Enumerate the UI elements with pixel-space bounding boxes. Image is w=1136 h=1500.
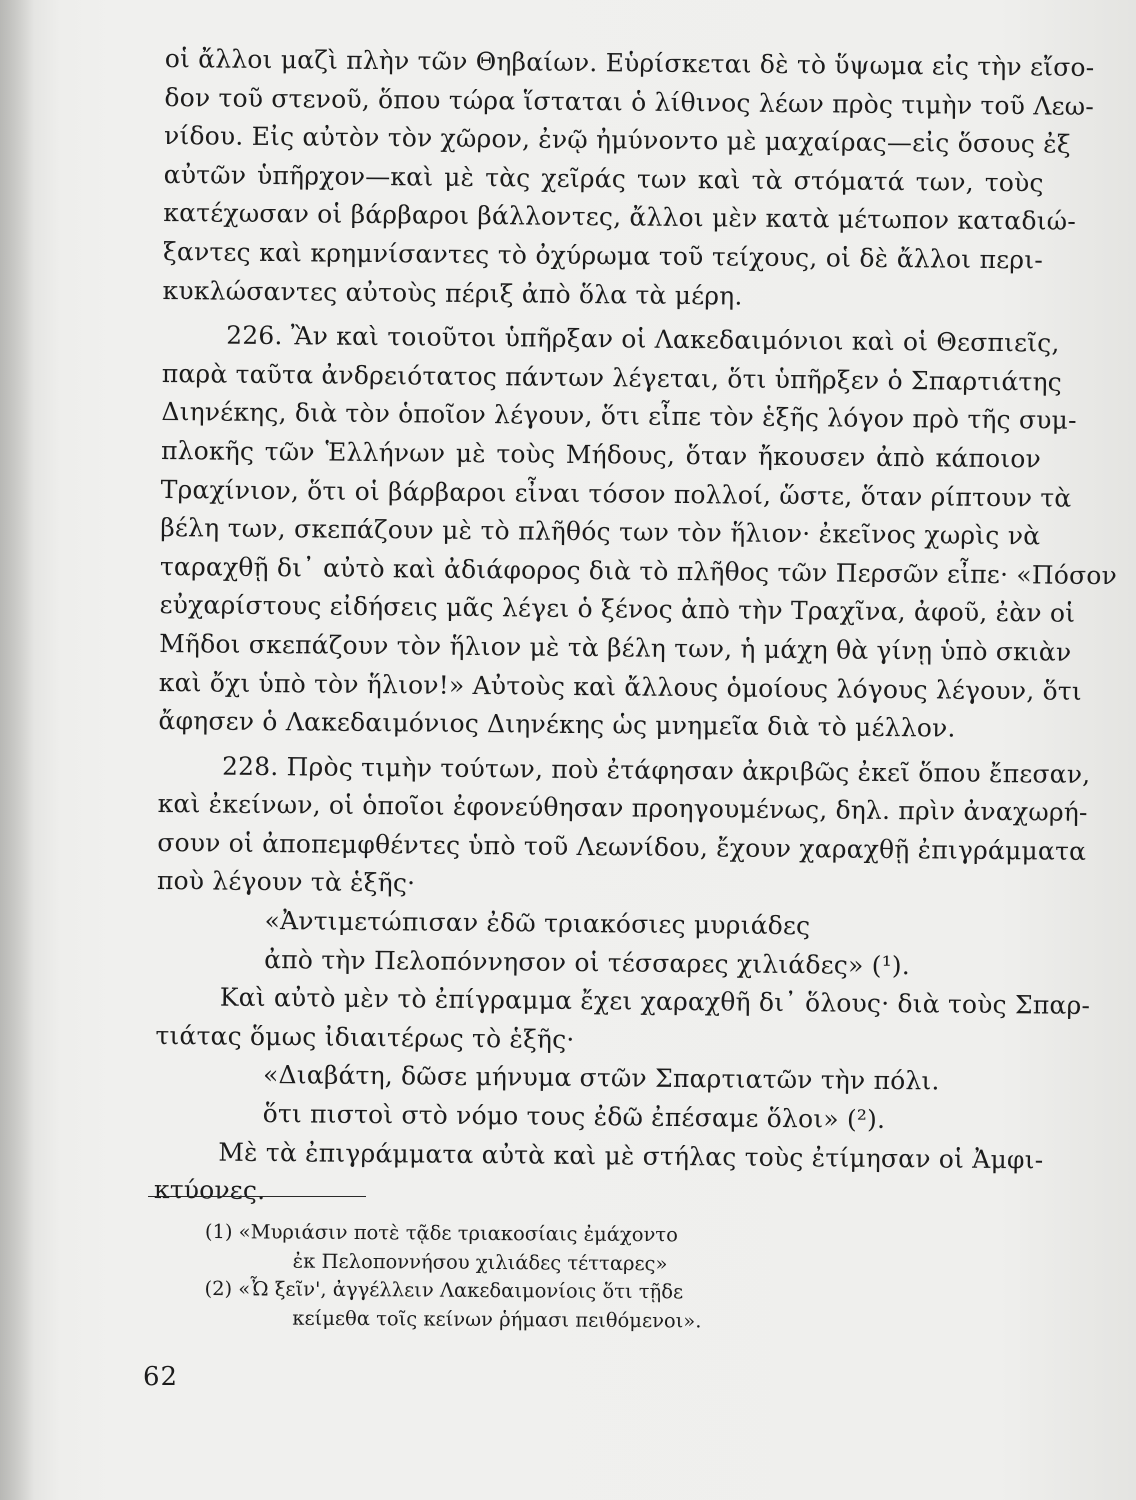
text-line: βέλη των, σκεπάζουν μὲ τὸ πλῆθός των τὸν ἥλιον· ἐκεῖνος χωρὶς νὰ: [160, 513, 1041, 551]
text-line: ταραχθῇ δι᾽ αὐτὸ καὶ ἀδιάφορος διὰ τὸ πλῆθος τῶν Περσῶν εἶπε· «Πόσον: [159, 551, 1118, 590]
text-line: Διηνέκης, διὰ τὸν ὁποῖον λέγουν, ὅτι εἶπε τὸν ἑξῆς λόγον πρὸ τῆς συμ-: [161, 397, 1077, 436]
epigram-line: ἀπὸ τὴν Πελοπόννησον οἱ τέσσαρες χιλιάδες» (¹).: [264, 944, 911, 980]
text-line: καὶ ὄχι ὑπὸ τὸν ἥλιον!» Αὐτοὺς καὶ ἄλλους ὁμοίους λόγους λέγουν, ὅτι: [158, 667, 1083, 706]
text-line: σουν οἱ ἀποπεμφθέντες ὑπὸ τοῦ Λεωνίδου, ἔχουν χαραχθῇ ἐπιγράμματα: [157, 827, 1087, 866]
text-line: ποὺ λέγουν τὰ ἑξῆς·: [156, 866, 416, 898]
epigram-line: «Ἀντιμετώπισαν ἐδῶ τριακόσιες μυριάδες: [264, 906, 811, 941]
text-line: ἄφησεν ὁ Λακεδαιμόνιος Διηνέκης ὡς μνημεῖα διὰ τὸ μέλλον.: [158, 706, 956, 743]
text-line: παρὰ ταῦτα ἀνδρειότατος πάντων λέγεται, ὅτι ὑπῆρξεν ὁ Σπαρτιάτης: [161, 358, 1063, 397]
text-line: αὐτῶν ὑπῆρχον—καὶ μὲ τὰς χεῖράς των καὶ τὰ στόματά των, τοὺς: [163, 159, 1044, 198]
text-line: δον τοῦ στενοῦ, ὅπου τώρα ἵσταται ὁ λίθινος λέων πρὸς τιμὴν τοῦ Λεω-: [164, 82, 1095, 121]
footnote-2: (2) «Ὦ ξεῖν', ἀγγέλλειν Λακεδαιμονίοις ὅτι τῇδε: [204, 1276, 684, 1304]
epigram-line: ὅτι πιστοὶ στὸ νόμο τους ἐδῶ ἐπέσαμε ὅλοι» (²).: [262, 1099, 886, 1134]
epigram-line: «Διαβάτη, δῶσε μήνυμα στῶν Σπαρτιατῶν τὴν πόλι.: [262, 1060, 940, 1096]
text-line: ξαντες καὶ κρημνίσαντες τὸ ὀχύρωμα τοῦ τείχους, οἱ δὲ ἄλλοι περι-: [162, 236, 1044, 275]
text-line: κτύονες.: [153, 1175, 266, 1206]
page-number: 62: [143, 1362, 179, 1392]
text-line: τιάτας ὅμως ἰδιαιτέρως τὸ ἑξῆς·: [155, 1020, 575, 1054]
text-line: Τραχίνιον, ὅτι οἱ βάρβαροι εἶναι τόσον πολλοί, ὥστε, ὅταν ρίπτουν τὰ: [160, 474, 1072, 513]
text-line: εὐχαρίστους εἰδήσεις μᾶς λέγει ὁ ξένος ἀπὸ τὴν Τραχῖνα, ἀφοῦ, ἐὰν οἱ: [159, 590, 1076, 629]
text-line: οἱ ἄλλοι μαζὶ πλὴν τῶν Θηβαίων. Εὑρίσκεται δὲ τὸ ὕψωμα εἰς τὴν εἴσο-: [164, 43, 1095, 82]
text-line: Μῆδοι σκεπάζουν τὸν ἥλιον μὲ τὰ βέλη των, ἡ μάχη θὰ γίνῃ ὑπὸ σκιὰν: [159, 628, 1072, 667]
footnotes: [204, 1218, 765, 1336]
footnote-rule: [148, 1196, 366, 1197]
main-text: [153, 40, 1118, 1218]
text-line: Μὲ τὰ ἐπιγράμματα αὐτὰ καὶ μὲ στήλας τοὺς ἐτίμησαν οἱ Ἀμφι-: [218, 1137, 1044, 1175]
text-line: Καὶ αὐτὸ μὲν τὸ ἐπίγραμμα ἔχει χαραχθῆ δι᾽ ὅλους· διὰ τοὺς Σπαρ-: [219, 982, 1091, 1021]
footnote-1-cont: ἐκ Πελοποννήσου χιλιάδες τέτταρες»: [292, 1249, 668, 1275]
text-line: κατέχωσαν οἱ βάρβαροι βάλλοντες, ἄλλοι μὲν κατὰ μέτωπον καταδιώ-: [163, 198, 1077, 237]
binding-shadow: [0, 0, 34, 1500]
text-line: καὶ ἐκείνων, οἱ ὁποῖοι ἐφονεύθησαν προηγουμένως, δηλ. πρὶν ἀναχωρή-: [157, 789, 1088, 828]
footnote-1: (1) «Μυριάσιν ποτὲ τᾷδε τριακοσίαις ἐμάχοντο: [204, 1220, 678, 1247]
text-line: πλοκῆς τῶν Ἑλλήνων μὲ τοὺς Μήδους, ὅταν ἤκουσεν ἀπὸ κάποιον: [160, 435, 1042, 474]
footnote-2-cont: κείμεθα τοῖς κείνων ῥήμασι πειθόμενοι».: [292, 1306, 702, 1332]
text-line: κυκλώσαντες αὐτοὺς πέριξ ἀπὸ ὅλα τὰ μέρη.: [162, 275, 743, 311]
paragraph-228-start: 228. Πρὸς τιμὴν τούτων, ποὺ ἐτάφησαν ἀκριβῶς ἐκεῖ ὅπου ἔπεσαν,: [221, 751, 1091, 789]
text-line: νίδου. Εἰς αὐτὸν τὸν χῶρον, ἐνῷ ἠμύνοντο μὲ μαχαίρας—εἰς ὅσους ἐξ: [163, 121, 1071, 159]
paragraph-226-start: 226. Ἂν καὶ τοιοῦτοι ὑπῆρξαν οἱ Λακεδαιμόνιοι καὶ οἱ Θεσπιεῖς,: [226, 320, 1060, 358]
